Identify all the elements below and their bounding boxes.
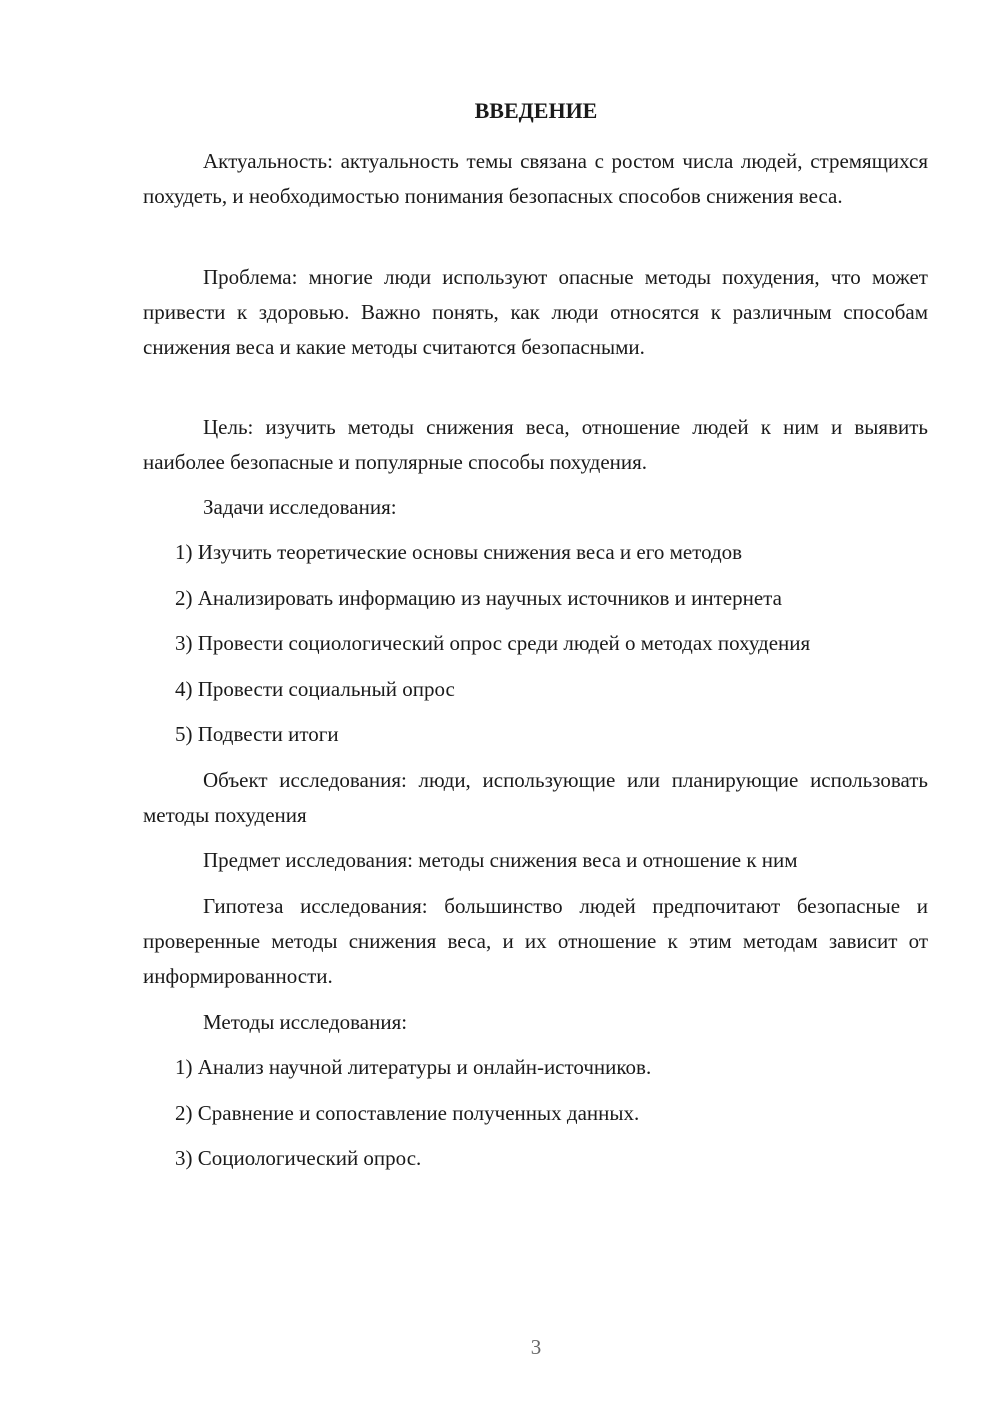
methods-heading: Методы исследования:	[203, 1010, 408, 1034]
page-title: ВВЕДЕНИЕ	[474, 98, 598, 123]
relevance-paragraph: Актуальность: актуальность темы связана с ростом числа людей, стремящихся похудеть, и необходимостью понимания безопасных способов снижения веса.	[143, 149, 928, 208]
task-item-5: 5) Подвести итоги	[175, 722, 339, 746]
object-paragraph: Объект исследования: люди, использующие или планирующие использовать методы похудения	[143, 768, 928, 827]
task-item-1: 1) Изучить теоретические основы снижения веса и его методов	[175, 540, 743, 564]
task-item-2: 2) Анализировать информацию из научных источников и интернета	[175, 586, 782, 610]
page-number: 3	[530, 1335, 542, 1359]
problem-paragraph: Проблема: многие люди используют опасные методы похудения, что может привести к здоровью. Важно понять, как люди относятся к различным способам снижения веса и какие методы считаются безопасными.	[143, 265, 928, 359]
task-item-3: 3) Провести социологический опрос среди людей о методах похудения	[175, 631, 811, 655]
tasks-heading: Задачи исследования:	[203, 495, 397, 519]
method-item-3: 3) Социологический опрос.	[175, 1146, 422, 1170]
method-item-1: 1) Анализ научной литературы и онлайн-источников.	[175, 1055, 652, 1079]
task-item-4: 4) Провести социальный опрос	[175, 677, 455, 701]
hypothesis-paragraph: Гипотеза исследования: большинство людей предпочитают безопасные и проверенные методы снижения веса, и их отношение к этим методам зависит от информированности.	[143, 894, 928, 988]
goal-paragraph: Цель: изучить методы снижения веса, отношение людей к ним и выявить наиболее безопасные и популярные способы похудения.	[143, 415, 928, 474]
subject-paragraph: Предмет исследования: методы снижения веса и отношение к ним	[203, 848, 798, 872]
method-item-2: 2) Сравнение и сопоставление полученных данных.	[175, 1101, 640, 1125]
